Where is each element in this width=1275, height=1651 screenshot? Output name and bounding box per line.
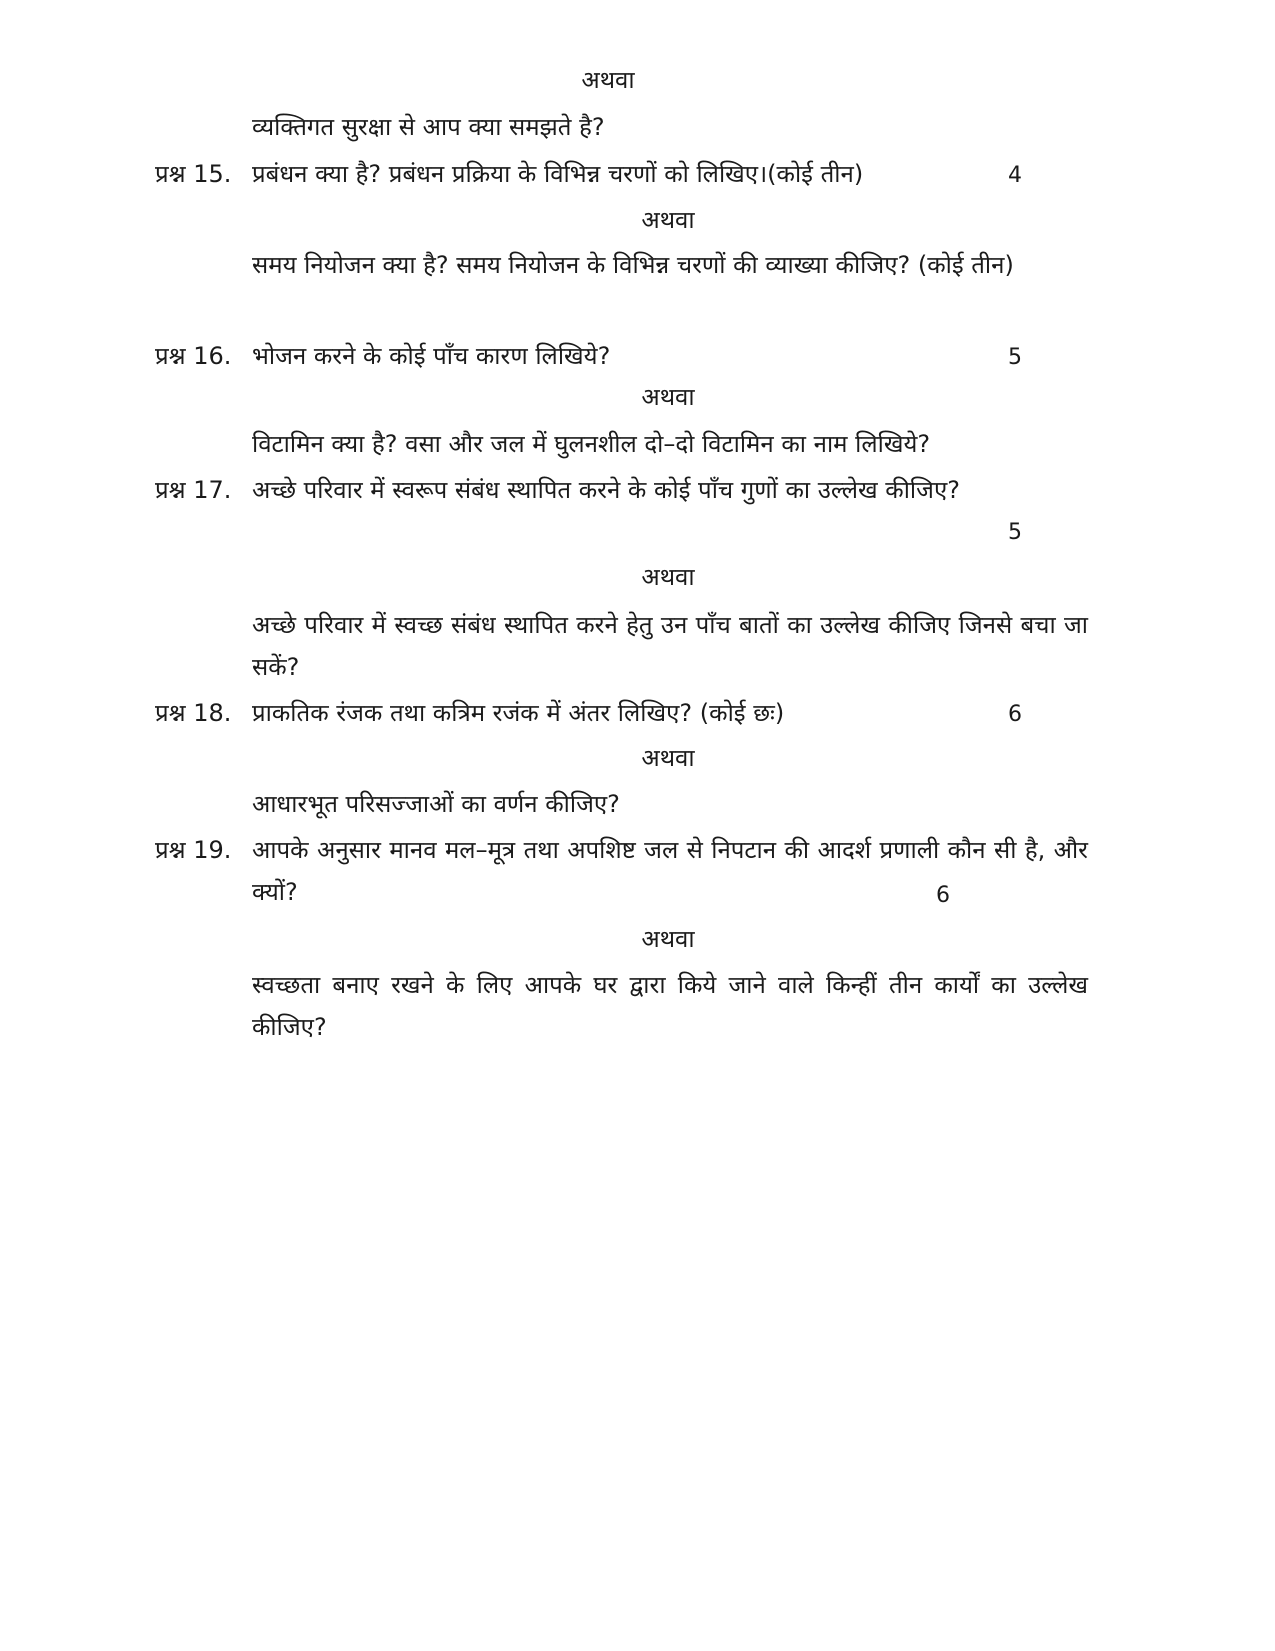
question-16-alt-text: विटामिन क्या है? वसा और जल में घुलनशील दो–दो विटामिन का नाम लिखिये? — [252, 430, 931, 458]
question-19-alt-text: स्वच्छता बनाए रखने के लिए आपके घर द्वारा किये जाने वाले किन्हीं तीन कार्यों का उल्लेख कीजिए? — [252, 971, 1088, 1041]
question-15-text: प्रबंधन क्या है? प्रबंधन प्रक्रिया के विभिन्न चरणों को लिखिए।(कोई तीन) — [252, 160, 864, 188]
question-16-text: भोजन करने के कोई पाँच कारण लिखिये? — [252, 342, 611, 370]
question-18-label: प्रश्न 18. — [155, 699, 232, 727]
question-16-label: प्रश्न 16. — [155, 342, 232, 370]
athva-divider: अथवा — [641, 563, 695, 591]
question-19-marks: 6 — [936, 883, 950, 908]
question-19-label: प्रश्न 19. — [155, 836, 232, 864]
question-18-text: प्राकतिक रंजक तथा कत्रिम रजंक में अंतर लिखिए? (कोई छः) — [252, 699, 785, 727]
athva-divider: अथवा — [641, 206, 695, 234]
question-15-alt-text: समय नियोजन क्या है? समय नियोजन के विभिन्न चरणों की व्याख्या कीजिए? (कोई तीन) — [252, 251, 1014, 279]
question-15-marks: 4 — [1008, 163, 1022, 188]
question-17-label: प्रश्न 17. — [155, 476, 232, 504]
athva-divider: अथवा — [641, 925, 695, 953]
question-17-text: अच्छे परिवार में स्वरूप संबंध स्थापित करने के कोई पाँच गुणों का उल्लेख कीजिए? — [252, 476, 960, 504]
alt-question-text: व्यक्तिगत सुरक्षा से आप क्या समझते है? — [252, 113, 605, 141]
athva-divider: अथवा — [641, 744, 695, 772]
question-17-alt-text: अच्छे परिवार में स्वच्छ संबंध स्थापित करने हेतु उन पाँच बातों का उल्लेख कीजिए जिनसे बचा जा सकें? — [252, 611, 1088, 681]
question-15-label: प्रश्न 15. — [155, 160, 232, 188]
question-17-marks: 5 — [1008, 520, 1022, 545]
athva-divider: अथवा — [581, 66, 635, 94]
question-18-alt-text: आधारभूत परिसज्जाओं का वर्णन कीजिए? — [252, 790, 620, 818]
question-19-text: आपके अनुसार मानव मल–मूत्र तथा अपशिष्ट जल से निपटान की आदर्श प्रणाली कौन सी है, और क्यों? — [252, 836, 1088, 906]
question-16-marks: 5 — [1008, 345, 1022, 370]
question-18-marks: 6 — [1008, 702, 1022, 727]
athva-divider: अथवा — [641, 383, 695, 411]
